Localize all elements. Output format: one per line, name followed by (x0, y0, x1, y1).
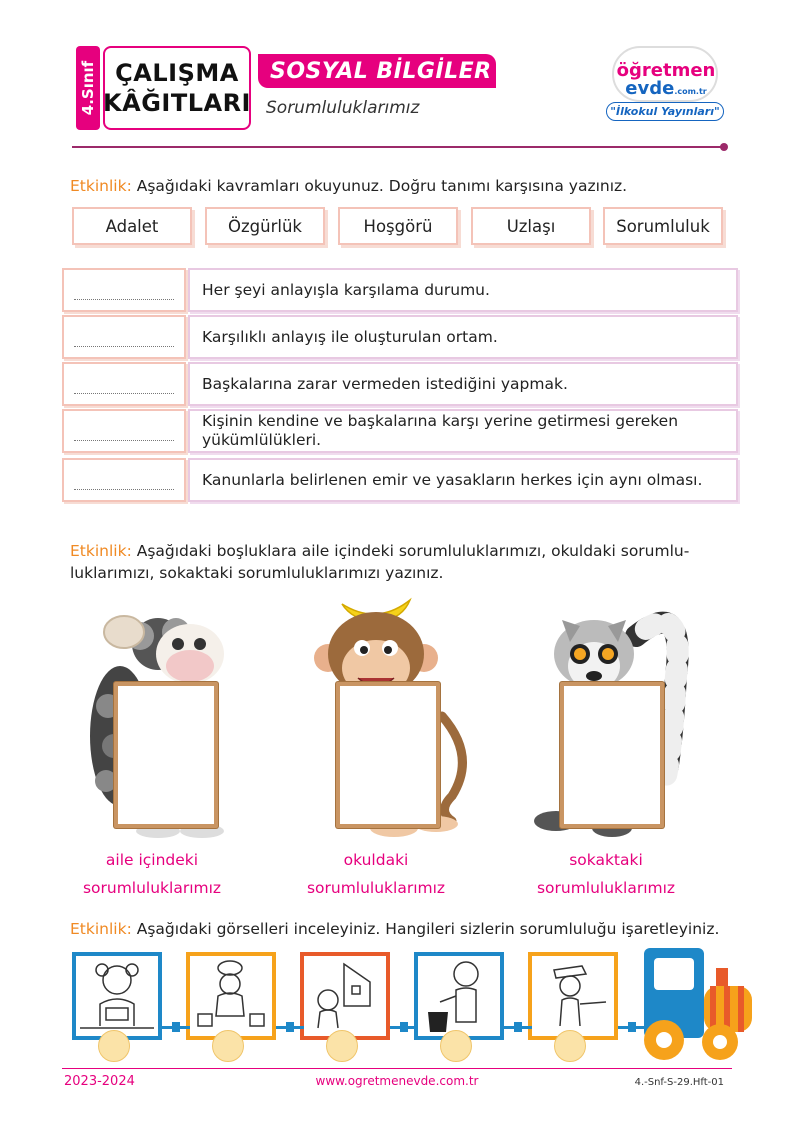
caption-line1: aile içindeki (105, 851, 199, 869)
answer-board[interactable] (114, 682, 218, 828)
logo-part1: öğretmen (616, 60, 716, 81)
definition-row (62, 315, 738, 359)
footer-website[interactable]: www.ogretmenevde.com.tr (315, 1074, 479, 1088)
wagon-coupler (162, 1022, 190, 1032)
caption-line2: sorumluluklarımız (82, 879, 222, 897)
footer-code: 4.-Snf-S-29.Hft-01 (634, 1077, 724, 1088)
answer-blank[interactable] (62, 458, 186, 502)
concept-box: Hoşgörü (338, 207, 458, 245)
wagon-worker[interactable] (528, 952, 618, 1040)
wagon-wheel (326, 1030, 358, 1062)
girl-reading-icon (76, 956, 158, 1036)
activity2-text-line2: luklarımızı, sokaktaki sorumluluklarımızı yazınız. (70, 564, 444, 582)
definition-text: Kişinin kendine ve başkalarına karşı yerine getirmesi gereken yükümlülükleri. (188, 409, 738, 453)
concept-box: Uzlaşı (471, 207, 591, 245)
lemur-illustration (526, 596, 696, 846)
definition-row (62, 409, 738, 453)
logo-tagline: "İlkokul Yayınları" (606, 102, 724, 121)
worker-icon (532, 956, 614, 1036)
definition-text: Kanunlarla belirlenen emir ve yasakların herkes için aynı olması. (188, 458, 738, 502)
activity2-text-line1: Aşağıdaki boşluklara aile içindeki sorumluluklarımızı, okuldaki sorumlu- (131, 542, 690, 560)
house-child-icon (304, 956, 386, 1036)
caption-line1: sokaktaki (569, 851, 643, 869)
grade-label: 4.Sınıf (79, 60, 97, 116)
concept-box: Özgürlük (205, 207, 325, 245)
activity1-text: Aşağıdaki kavramları okuyunuz. Doğru tanımı karşısına yazınız. (131, 177, 628, 195)
definition-row (62, 458, 738, 502)
definition-row (62, 362, 738, 406)
caption-line2: sorumluluklarımız (306, 879, 446, 897)
wagon-reading[interactable] (72, 952, 162, 1040)
activity3-label: Etkinlik: (70, 920, 132, 938)
caption-line1: okuldaki (343, 851, 409, 869)
title-line1: ÇALIŞMA (115, 59, 239, 87)
activity1-instruction (70, 175, 627, 197)
wagon-coupler (276, 1022, 304, 1032)
logo-part2: evde (625, 78, 675, 99)
footer-divider (62, 1068, 732, 1069)
caption-school (276, 846, 476, 902)
wagon-coupler (390, 1022, 418, 1032)
train-illustration (70, 946, 760, 1064)
activity2-instruction (70, 540, 689, 584)
activity3-instruction (70, 918, 719, 940)
monkey-illustration (302, 596, 472, 846)
logo-wordmark (614, 62, 718, 101)
concept-box: Adalet (72, 207, 192, 245)
sheep-illustration (80, 596, 250, 846)
answer-board[interactable] (560, 682, 664, 828)
caption-line2: sorumluluklarımız (536, 879, 676, 897)
wagon-wheel (98, 1030, 130, 1062)
wagon-coupler (504, 1022, 532, 1032)
answer-blank[interactable] (62, 409, 186, 453)
definition-text: Karşılıklı anlayış ile oluşturulan ortam. (188, 315, 738, 359)
concept-box: Sorumluluk (603, 207, 723, 245)
publisher-logo (606, 46, 724, 124)
boy-throwing-trash-icon (418, 956, 500, 1036)
topic-title: Sorumluluklarımız (266, 98, 420, 118)
title-line2: KÂĞITLARI (103, 89, 251, 117)
wagon-wheel (212, 1030, 244, 1062)
caption-street (506, 846, 706, 902)
answer-blank[interactable] (62, 268, 186, 312)
child-cooking-icon (190, 956, 272, 1036)
wagon-cooking[interactable] (186, 952, 276, 1040)
wagon-wheel (554, 1030, 586, 1062)
answer-board[interactable] (336, 682, 440, 828)
definition-row (62, 268, 738, 312)
activity1-label: Etkinlik: (70, 177, 132, 195)
locomotive-icon (636, 946, 756, 1064)
wagon-trash[interactable] (414, 952, 504, 1040)
footer-year: 2023-2024 (64, 1074, 135, 1089)
definition-text: Başkalarına zarar vermeden istediğini yapmak. (188, 362, 738, 406)
logo-domain: .com.tr (674, 87, 707, 96)
grade-tab (76, 46, 100, 130)
definition-text: Her şeyi anlayışla karşılama durumu. (188, 268, 738, 312)
subject-banner: SOSYAL BİLGİLER (258, 54, 496, 88)
activity2-label: Etkinlik: (70, 542, 132, 560)
worksheet-title-box (103, 46, 251, 130)
wagon-wheel (440, 1030, 472, 1062)
activity3-text: Aşağıdaki görselleri inceleyiniz. Hangileri sizlerin sorumluluğu işaretleyiniz. (131, 920, 720, 938)
caption-family (52, 846, 252, 902)
answer-blank[interactable] (62, 362, 186, 406)
wagon-house[interactable] (300, 952, 390, 1040)
answer-blank[interactable] (62, 315, 186, 359)
header-divider (72, 146, 724, 148)
